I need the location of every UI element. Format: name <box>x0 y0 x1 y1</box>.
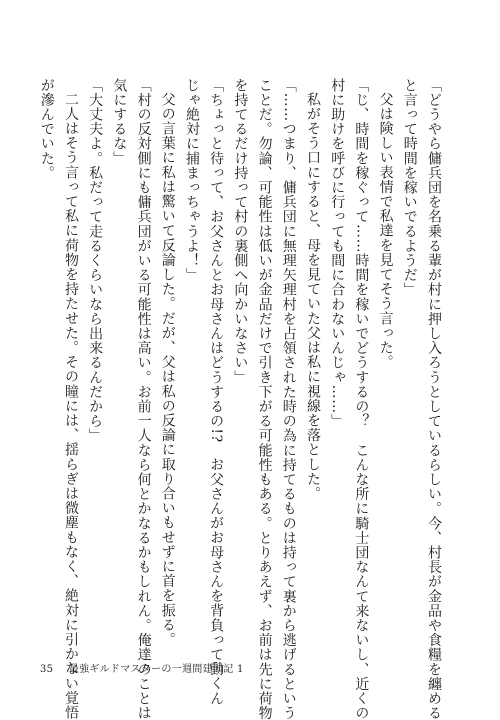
text-line: 「ちょっと待って、お父さんとお母さんはどうするの!? お父さんがお母さんを背負って動くん <box>208 78 225 706</box>
text-line: 気にするな」 <box>111 78 128 166</box>
text-line: 二人はそう言って私に荷物を持たせた。その瞳には、揺らぎは微塵もなく、絶対に引かない覚悟 <box>62 92 79 720</box>
text-line: 私がそう口にすると、母を見ていた父は私に視線を落とした。 <box>304 92 321 501</box>
text-line: 「……つまり、傭兵団に無理矢理村を占領された時の為に持てるものは持って裏から逃げるという <box>280 78 297 720</box>
running-title: 最強ギルドマスターの一週間建国記 1 <box>68 664 244 675</box>
text-line: と言って時間を稼いでるようだ」 <box>401 78 418 297</box>
text-line: が滲んでいた。 <box>38 78 55 181</box>
page-footer <box>40 660 244 675</box>
text-line: 「村の反対側にも傭兵団がいる可能性は高い。お前一人なら何とかなるかもしれん。俺達のことは <box>135 78 152 720</box>
text-line: 父の言葉に私は驚いて反論した。だが、父は私の反論に取り合いもせずに首を振る。 <box>159 92 176 647</box>
text-line: ことだ。勿論、可能性は低いが金品だけで引き下がる可能性もある。とりあえず、お前は先に荷物 <box>256 78 273 720</box>
text-line: 「どうやら傭兵団を名乗る輩が村に押し入ろうとしているらしい。今、村長が金品や食糧を纏める <box>426 78 442 720</box>
text-line: を持てるだけ持って村の裏側へ向かいなさい」 <box>232 78 249 385</box>
text-line: じゃ絶対に捕まっちゃうよ！」 <box>183 78 200 283</box>
text-line: 「じ、時間を稼ぐって……時間を稼いでどうするの？ こんな所に騎士団なんて来ないし、近くの <box>353 78 370 720</box>
text-line: 父は険しい表情で私達を見てそう言った。 <box>377 92 394 370</box>
text-line: 村に助けを呼びに行っても間に合わないんじゃ……」 <box>329 78 346 429</box>
text-line: 「大丈夫よ。私だって走るくらいなら出来るんだから」 <box>87 78 104 443</box>
page-number: 35 <box>40 664 54 675</box>
